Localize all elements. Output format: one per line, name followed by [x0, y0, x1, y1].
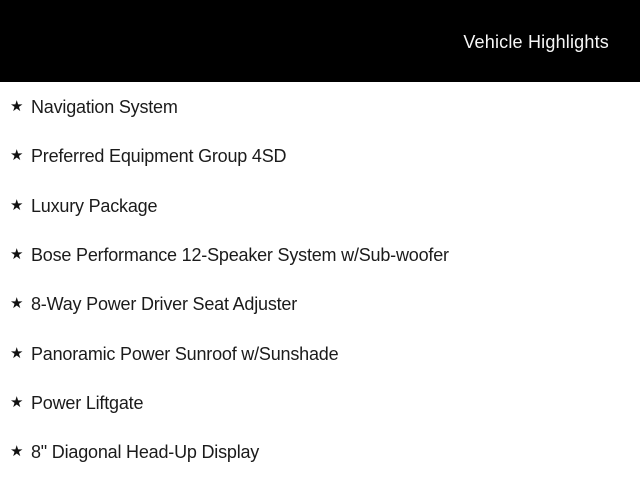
- list-item: [10, 280, 630, 329]
- star-icon: ★: [10, 196, 24, 214]
- star-icon: ★: [10, 147, 24, 165]
- star-icon: ★: [10, 246, 24, 264]
- list-item: [10, 83, 630, 132]
- list-item: [10, 231, 630, 280]
- star-icon: ★: [10, 443, 24, 461]
- star-icon: ★: [10, 295, 24, 313]
- list-item: [10, 132, 630, 181]
- page-title: Vehicle Highlights: [463, 31, 609, 52]
- star-icon: ★: [10, 344, 24, 362]
- list-item: [10, 182, 630, 231]
- list-item: [10, 428, 630, 477]
- list-item: [10, 379, 630, 428]
- item-label: 8" Diagonal Head-Up Display: [31, 442, 260, 463]
- item-label: Luxury Package: [31, 195, 158, 216]
- star-icon: ★: [10, 393, 24, 411]
- header-bar: [0, 0, 640, 82]
- item-label: Bose Performance 12-Speaker System w/Sub-woofer: [31, 245, 449, 266]
- list-item: [10, 329, 630, 378]
- item-label: 8-Way Power Driver Seat Adjuster: [31, 294, 298, 315]
- item-label: Panoramic Power Sunroof w/Sunshade: [31, 343, 339, 364]
- star-icon: ★: [10, 98, 24, 116]
- item-label: Preferred Equipment Group 4SD: [31, 146, 287, 167]
- item-label: Navigation System: [31, 97, 178, 118]
- highlights-list: [0, 82, 640, 477]
- item-label: Power Liftgate: [31, 392, 144, 413]
